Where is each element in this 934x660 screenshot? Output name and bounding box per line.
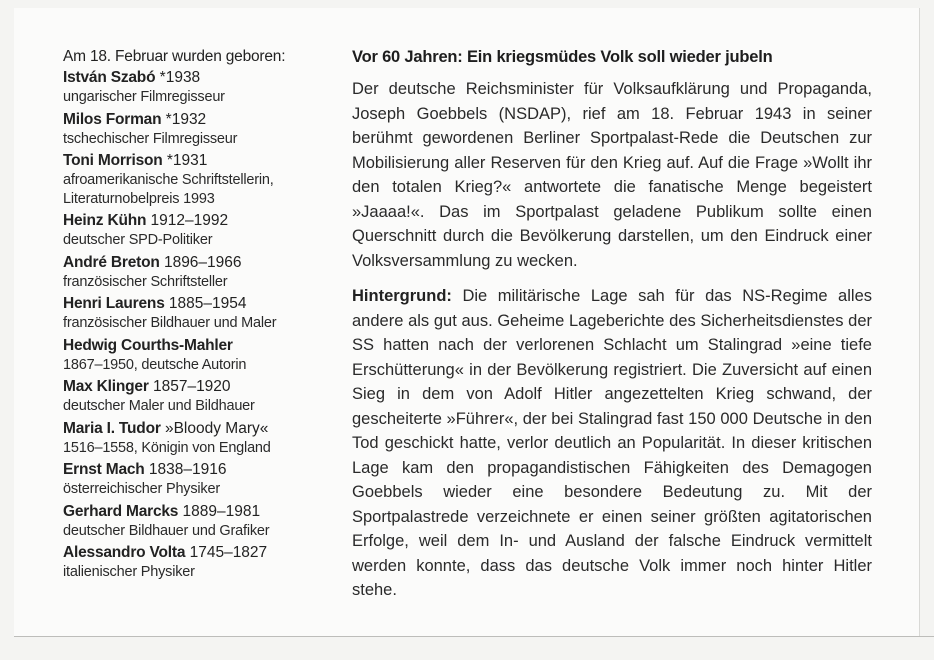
- person-description: deutscher Maler und Bildhauer: [63, 398, 255, 414]
- person-years: *1938: [155, 69, 201, 86]
- person-description: tschechischer Filmregisseur: [63, 130, 238, 147]
- births-intro: Am 18. Februar wurden geboren:: [63, 48, 286, 65]
- person-description: ungarischer Filmregisseur: [63, 89, 225, 105]
- person-name: Hedwig Courths-Mahler: [63, 336, 233, 354]
- birth-entry: [63, 377, 333, 416]
- birth-entry: [63, 460, 333, 499]
- background-label: Hintergrund:: [352, 287, 452, 305]
- person-name: István Szabó: [63, 69, 156, 86]
- person-description: österreichischer Physiker: [63, 481, 220, 497]
- births-column: [63, 47, 333, 582]
- person-name: Henri Laurens: [63, 295, 165, 312]
- person-description: italienischer Physiker: [63, 564, 195, 580]
- births-list: [63, 68, 333, 582]
- article-paragraph-2: [352, 284, 872, 603]
- person-years: 1838–1916: [144, 461, 227, 478]
- person-years: »Bloody Mary«: [160, 419, 269, 437]
- person-name: Gerhard Marcks: [63, 502, 179, 520]
- person-name: Maria I. Tudor: [63, 419, 161, 437]
- birth-entry: [63, 68, 333, 107]
- birth-entry: [63, 543, 333, 582]
- person-description: deutscher SPD-Politiker: [63, 232, 213, 248]
- person-description: afroamerikanische Schriftstellerin, Literaturnobelpreis 1993: [63, 172, 274, 207]
- person-name: Milos Forman: [63, 110, 162, 128]
- person-years: *1931: [162, 152, 208, 169]
- person-years: 1745–1827: [185, 544, 268, 561]
- birth-entry: [63, 110, 333, 149]
- person-name: Max Klinger: [63, 378, 149, 395]
- birth-entry: [63, 419, 333, 458]
- article-column: [352, 47, 872, 603]
- person-name: André Breton: [63, 253, 160, 271]
- person-years: 1896–1966: [159, 253, 242, 271]
- person-description: deutscher Bildhauer und Grafiker: [63, 522, 270, 539]
- birth-entry: [63, 211, 333, 250]
- person-name: Heinz Kühn: [63, 212, 147, 229]
- birth-entry: [63, 336, 333, 375]
- person-description: französischer Schriftsteller: [63, 273, 228, 290]
- person-years: 1912–1992: [146, 212, 229, 229]
- background-text: Die militärische Lage sah für das NS-Regime alles andere als gut aus. Geheime Lageberichte des Sicherheitsdienstes der SS hatten nach der verlorenen Schlacht um Stalingrad »eine tiefe Erschütterung« in der Bevölkerung registriert. Die Zuversicht auf einen Sieg in dem von Adolf Hitler angezettelten Krieg schwand, der gescheiterte »Führer«, der bei Stalingrad fast 150 000 Deutsche in den Tod geschickt hatte, verlor deutlich an Popularität. In dieser kritischen Lage kam den propagandistischen Fähigkeiten des Demagogen Goebbels wieder eine besondere Bedeutung zu. Mit der Sportpalastrede verzeichnete er einen seiner größten agitatorischen Erfolge, weil dem In- und Ausland der falsche Eindruck vermittelt werden konnte, dass das deutsche Volk immer noch hinter Hitler stehe.: [352, 287, 872, 599]
- person-years: 1857–1920: [148, 378, 231, 395]
- person-years: 1889–1981: [178, 502, 261, 520]
- person-name: Alessandro Volta: [63, 544, 186, 561]
- person-description: französischer Bildhauer und Maler: [63, 315, 277, 331]
- person-years: *1932: [161, 110, 207, 128]
- card-edge: [14, 636, 934, 637]
- birth-entry: [63, 253, 333, 292]
- person-description: 1867–1950, deutsche Autorin: [63, 356, 247, 373]
- birth-entry: [63, 502, 333, 541]
- article-headline: Vor 60 Jahren: Ein kriegsmüdes Volk soll wieder jubeln: [352, 48, 773, 66]
- person-name: Ernst Mach: [63, 461, 145, 478]
- person-years: 1885–1954: [164, 295, 247, 312]
- person-description: 1516–1558, Königin von England: [63, 439, 271, 456]
- article-paragraph-1: Der deutsche Reichsminister für Volksaufklärung und Propaganda, Joseph Goebbels (NSDAP), rief am 18. Februar 1943 in seiner berühmt gewordenen Berliner Sportpalast-Rede die Deutschen zur Mobilisierung aller Reserven für den Krieg auf. Auf die Frage »Wollt ihr den totalen Krieg?« antwortete die fanatische Menge begeistert »Jaaaa!«. Das im Sportpalast geladene Publikum sollte einen Querschnitt durch die Bevölkerung darstellen, um den Eindruck einer Volksversammlung zu wecken.: [352, 80, 872, 270]
- person-name: Toni Morrison: [63, 152, 163, 169]
- birth-entry: [63, 294, 333, 333]
- birth-entry: [63, 151, 333, 208]
